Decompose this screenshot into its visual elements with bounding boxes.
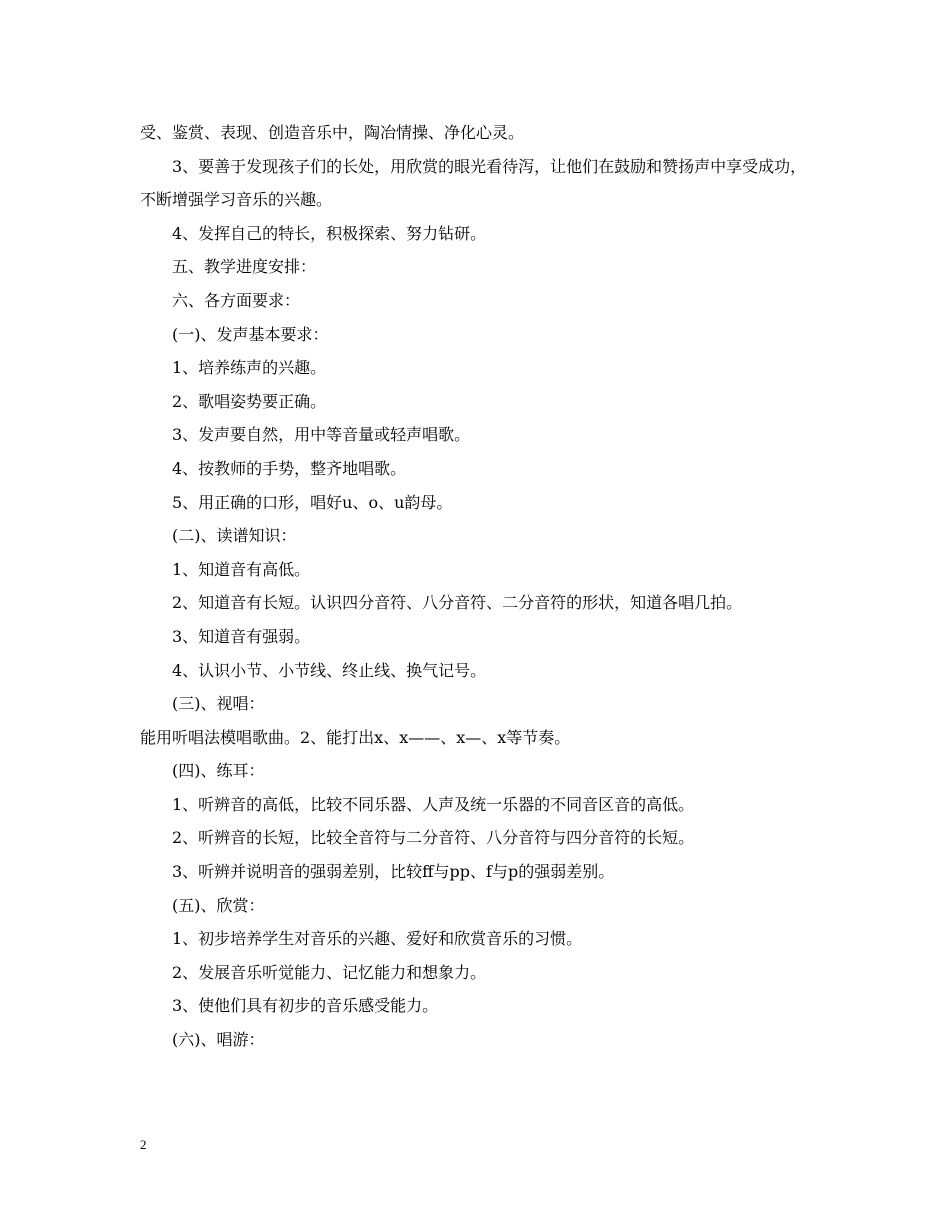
list-item: 3、发声要自然，用中等音量或轻声唱歌。: [172, 425, 471, 445]
list-item: 1、听辨音的高低，比较不同乐器、人声及统一乐器的不同音区音的高低。: [172, 794, 695, 814]
list-item: 4、认识小节、小节线、终止线、换气记号。: [172, 660, 487, 680]
paragraph-3: 4、发挥自己的特长，积极探索、努力钻研。: [172, 223, 487, 243]
subsection-heading-3: (三)、视唱：: [172, 694, 265, 714]
list-item: 4、按教师的手势，整齐地唱歌。: [172, 458, 407, 478]
list-item: 3、使他们具有初步的音乐感受能力。: [172, 996, 439, 1016]
list-item: 1、知道音有高低。: [172, 559, 311, 579]
subsection-heading-1: (一)、发声基本要求：: [172, 324, 329, 344]
list-item: 3、听辨并说明音的强弱差别，比较ff与pp、f与p的强弱差别。: [172, 862, 615, 882]
list-item: 5、用正确的口形，唱好u、o、u韵母。: [172, 492, 453, 512]
list-item: 2、听辨音的长短，比较全音符与二分音符、八分音符与四分音符的长短。: [172, 828, 695, 848]
list-item: 2、发展音乐听觉能力、记忆能力和想象力。: [172, 962, 487, 982]
list-item: 2、知道音有长短。认识四分音符、八分音符、二分音符的形状，知道各唱几拍。: [172, 593, 743, 613]
subsection-heading-6: (六)、唱游：: [172, 1030, 265, 1050]
list-item: 1、培养练声的兴趣。: [172, 358, 327, 378]
list-item: 能用听唱法模唱歌曲。2、能打出x、x——、x—、x等节奏。: [140, 727, 571, 747]
list-item: 1、初步培养学生对音乐的兴趣、爱好和欣赏音乐的习惯。: [172, 929, 583, 949]
section-heading-6: 六、各方面要求：: [172, 290, 301, 310]
paragraph-1: 受、鉴赏、表现、创造音乐中，陶冶情操、净化心灵。: [140, 123, 525, 142]
paragraph-2: 3、要善于发现孩子们的长处，用欣赏的眼光看待泻，让他们在鼓励和赞扬声中享受成功，不断增强学习音乐的兴趣。: [140, 156, 807, 210]
subsection-heading-2: (二)、读谱知识：: [172, 526, 297, 546]
document-body: [140, 116, 820, 1057]
subsection-heading-4: (四)、练耳：: [172, 761, 265, 781]
subsection-heading-5: (五)、欣赏：: [172, 895, 265, 915]
section-heading-5: 五、教学进度安排：: [172, 257, 317, 277]
list-item: 3、知道音有强弱。: [172, 626, 311, 646]
page-number: 2: [140, 1137, 147, 1152]
list-item: 2、歌唱姿势要正确。: [172, 391, 327, 411]
